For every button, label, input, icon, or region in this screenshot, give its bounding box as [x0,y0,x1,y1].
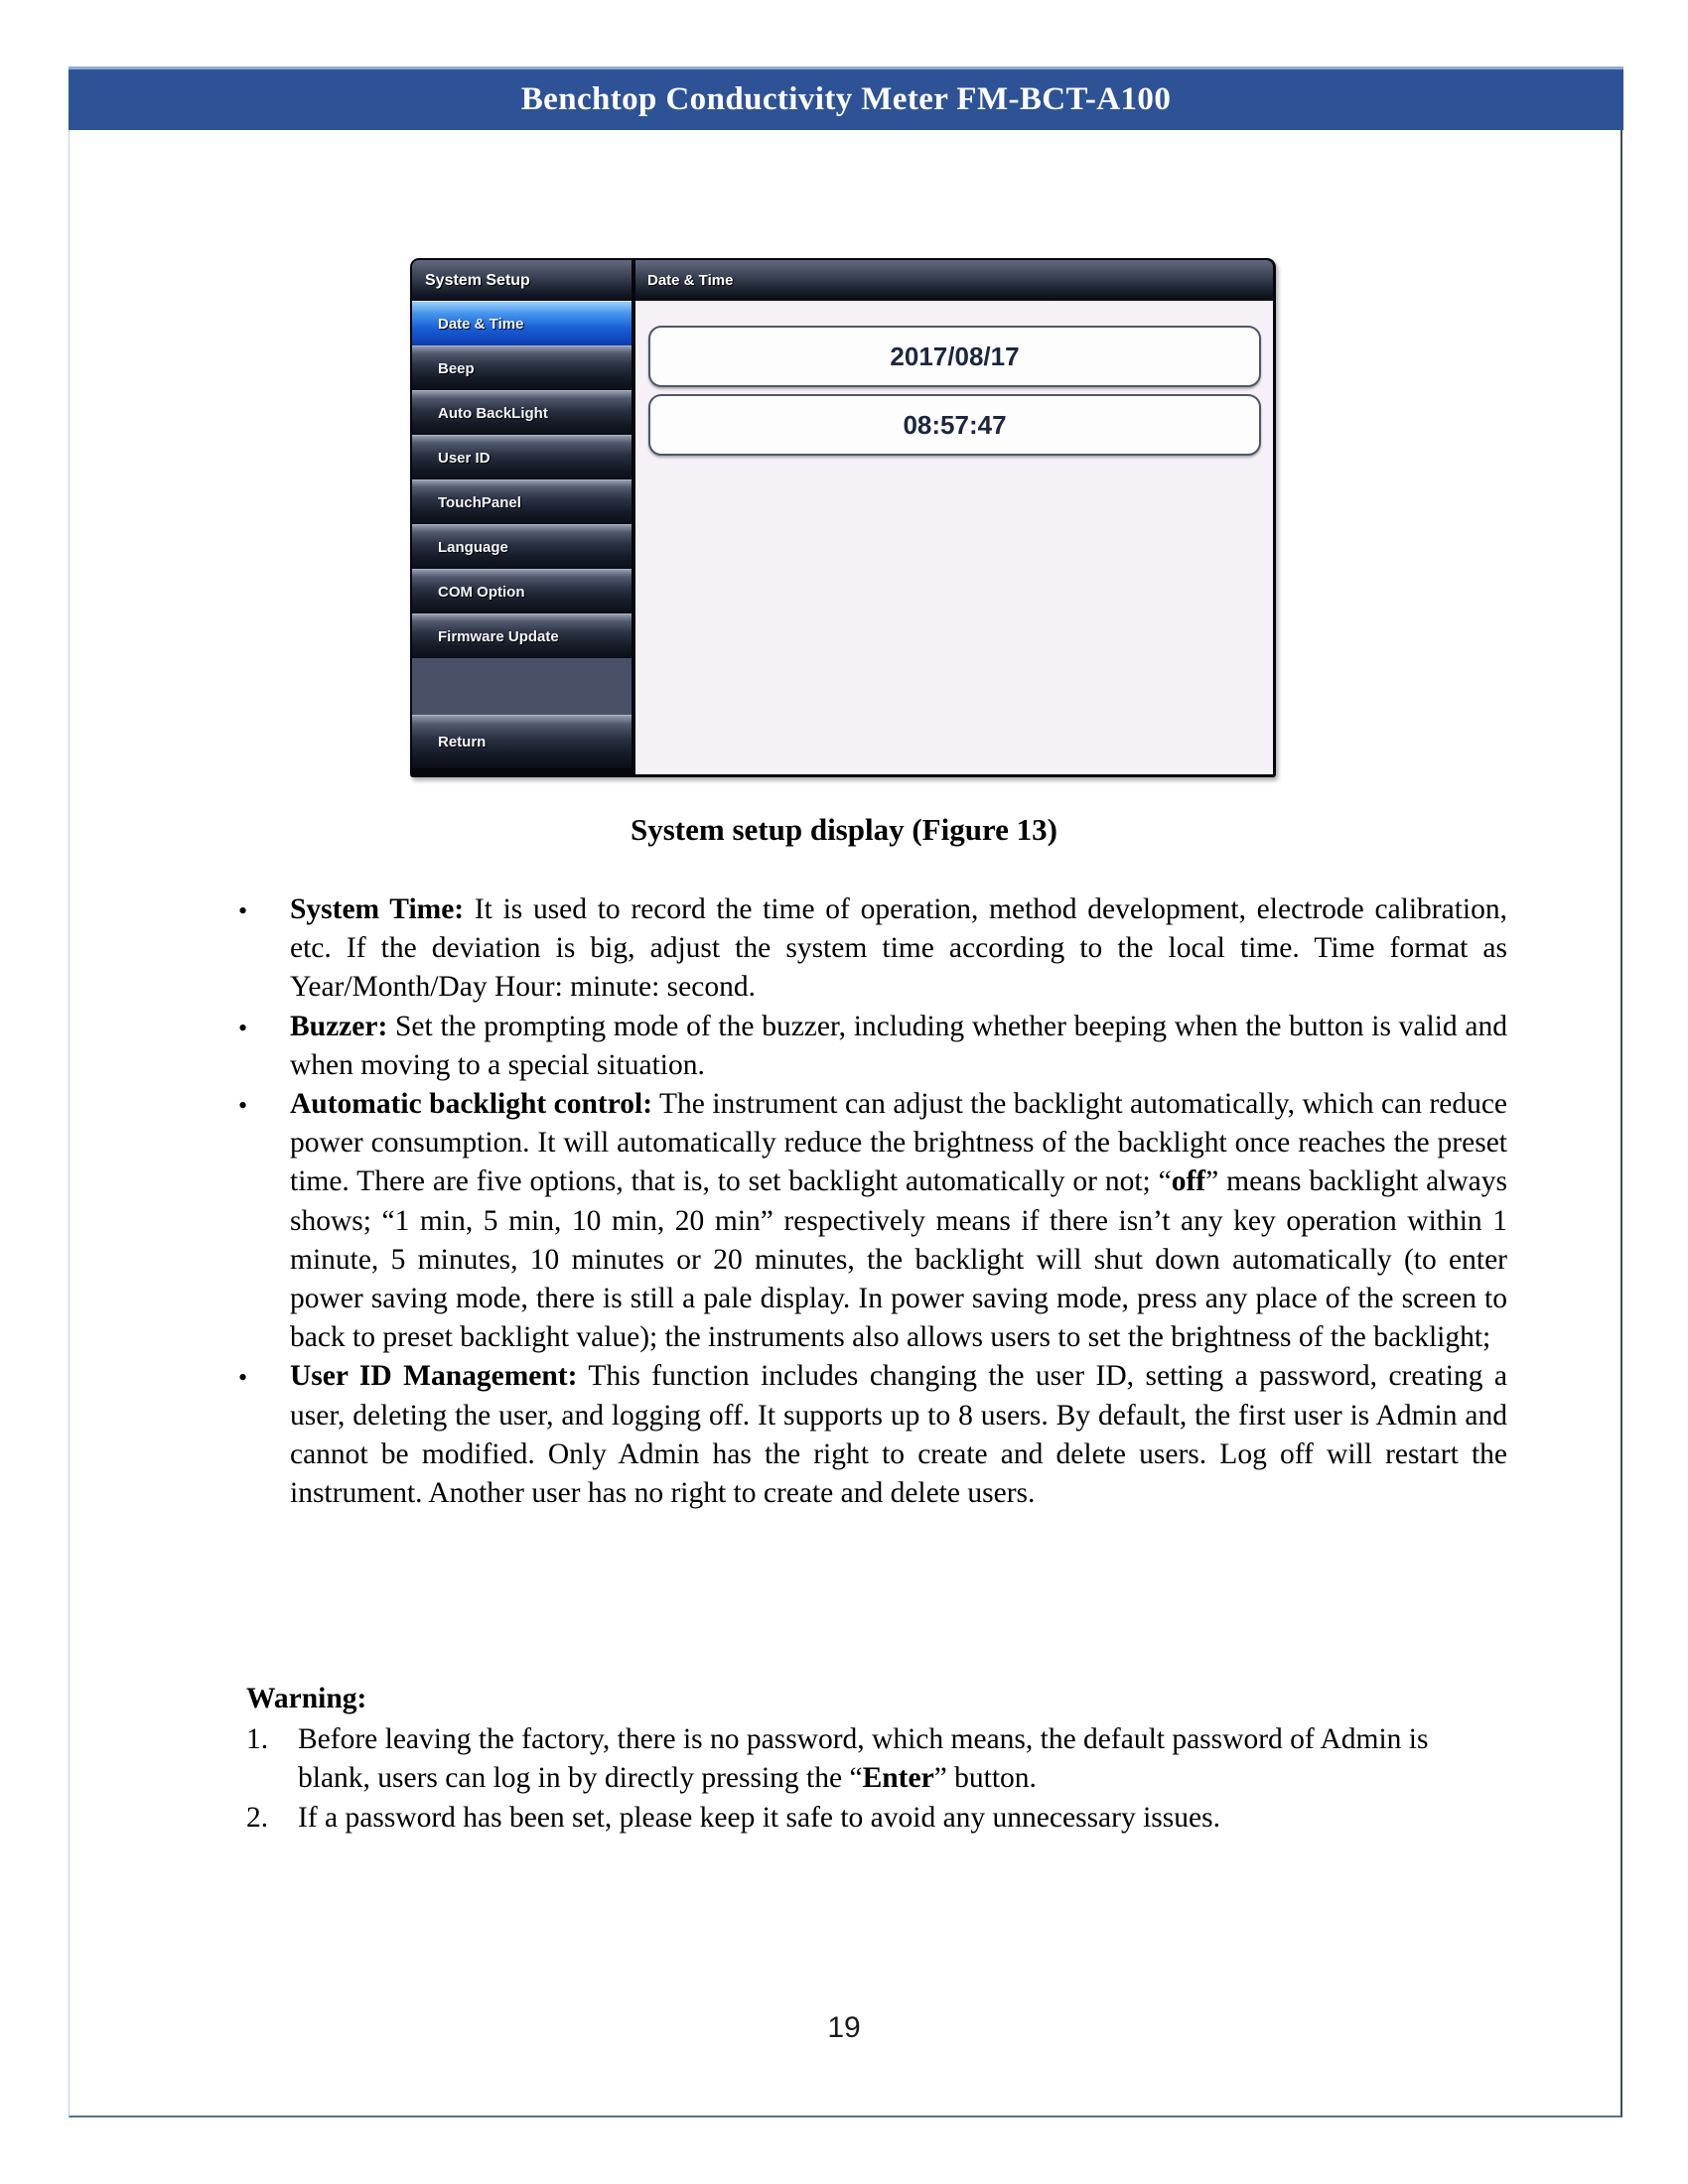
text-segment: The instrument can adjust the backlight automatically, which can reduce power consumption. It will automatically reduce the brightness of the backlight once reaches the preset time. There are five options, that is, to set backlight automatically or not; “ [290,1088,1508,1198]
sidebar-item-date-time[interactable] [412,301,632,345]
figure-caption: System setup display (Figure 13) [630,812,1057,847]
sidebar-menu [412,301,632,658]
text-segment: If a password has been set, please keep it safe to avoid any unnecessary issues. [298,1801,1220,1834]
warning-item [246,1799,1505,1839]
page-number: 19 [827,2011,861,2044]
warning-section [246,1680,1505,1838]
warning-item-number: 1. [246,1722,269,1755]
text-segment: It is used to record the time of operation, method development, electrode calibration, etc. If the deviation is big, adjust the system time according to the local time. Time format as Year/Month/Day Hour: minute: second. [290,893,1507,1004]
time-field[interactable] [648,394,1261,456]
warning-item-number: 2. [246,1801,269,1834]
text-segment: Before leaving the factory, there is no password, which means, the default password of Admin is blank, users can log in by directly pressing the “ [298,1722,1429,1794]
page-header [69,67,1623,130]
text-segment: This function includes changing the user ID, setting a password, creating a user, deleting the user, and logging off. It supports up to 8 users. By default, the first user is Admin and cannot be modified. Only Admin has the right to create and delete users. Log off will restart the instrument. Another user has no right to create and delete users. [290,1360,1507,1510]
bullet-text [290,1085,1507,1357]
bullet-marker: • [238,896,248,925]
text-segment: Automatic backlight control: [290,1088,653,1121]
text-segment: System Time: [290,893,465,925]
sidebar-item-com-option[interactable] [412,569,632,614]
bullet-marker: • [238,1363,248,1393]
sidebar-bottom-edge [412,768,632,774]
text-segment: ” button. [933,1762,1037,1794]
sidebar-item-label: Firmware Update [438,627,559,645]
sidebar-item-return[interactable] [412,715,632,768]
bullet-text [290,1008,1507,1085]
sidebar-item-touchpanel[interactable] [412,479,632,524]
bullet-item [238,1008,1507,1085]
bullet-marker: • [238,1013,248,1042]
sidebar-item-user-id[interactable] [412,435,632,479]
text-segment: Enter [862,1762,934,1794]
bullet-text [290,890,1507,1008]
system-setup-sidebar [412,260,632,774]
warning-item-text [298,1799,1505,1839]
warning-item [246,1720,1505,1799]
sidebar-item-beep[interactable] [412,345,632,390]
page-title: Benchtop Conductivity Meter FM-BCT-A100 [520,81,1172,117]
sidebar-item-language[interactable] [412,524,632,569]
bullet-item [238,890,1507,1008]
warning-list [246,1720,1505,1839]
text-segment: Buzzer: [290,1010,388,1042]
sidebar-filler [412,658,632,715]
panel-title: Date & Time [635,260,1273,301]
warning-item-text [298,1720,1505,1799]
text-segment: off [1171,1165,1206,1198]
device-screenshot [410,258,1276,777]
bullet-text [290,1357,1507,1513]
date-value: 2017/08/17 [890,341,1020,371]
date-time-panel [635,260,1273,774]
time-value: 08:57:47 [903,409,1007,440]
sidebar-title: System Setup [412,260,632,301]
panel-body [635,301,1273,774]
sidebar-item-label: TouchPanel [438,493,521,511]
sidebar-item-label: Language [438,538,508,556]
warning-heading: Warning: [246,1683,367,1714]
bullet-item [238,1085,1507,1357]
sidebar-item-label: Date & Time [438,315,524,333]
sidebar-item-label: User ID [438,449,491,467]
sidebar-item-auto-backlight[interactable] [412,390,632,435]
sidebar-item-firmware-update[interactable] [412,614,632,658]
sidebar-item-label: Return [438,734,487,751]
date-field[interactable] [648,326,1261,387]
sidebar-item-label: Beep [438,359,475,377]
text-segment: ” means backlight always shows; “1 min, 5 min, 10 min, 20 min” respectively means if there isn’t any key operation within 1 minute, 5 minutes, 10 minutes or 20 minutes, the backlight will shut down automatically (to enter power saving mode, there is still a pale display. In power saving mode, press any place of the screen to back to preset backlight value); the instruments also allows users to set the brightness of the backlight; [290,1165,1507,1354]
sidebar-item-label: COM Option [438,583,525,601]
bullet-marker: • [238,1091,248,1121]
sidebar-item-label: Auto BackLight [438,404,548,422]
text-segment: User ID Management: [290,1360,578,1393]
text-segment: Set the prompting mode of the buzzer, including whether beeping when the button is valid and when moving to a special situation. [290,1010,1507,1081]
bullet-item [238,1357,1507,1513]
feature-list [238,890,1507,1513]
